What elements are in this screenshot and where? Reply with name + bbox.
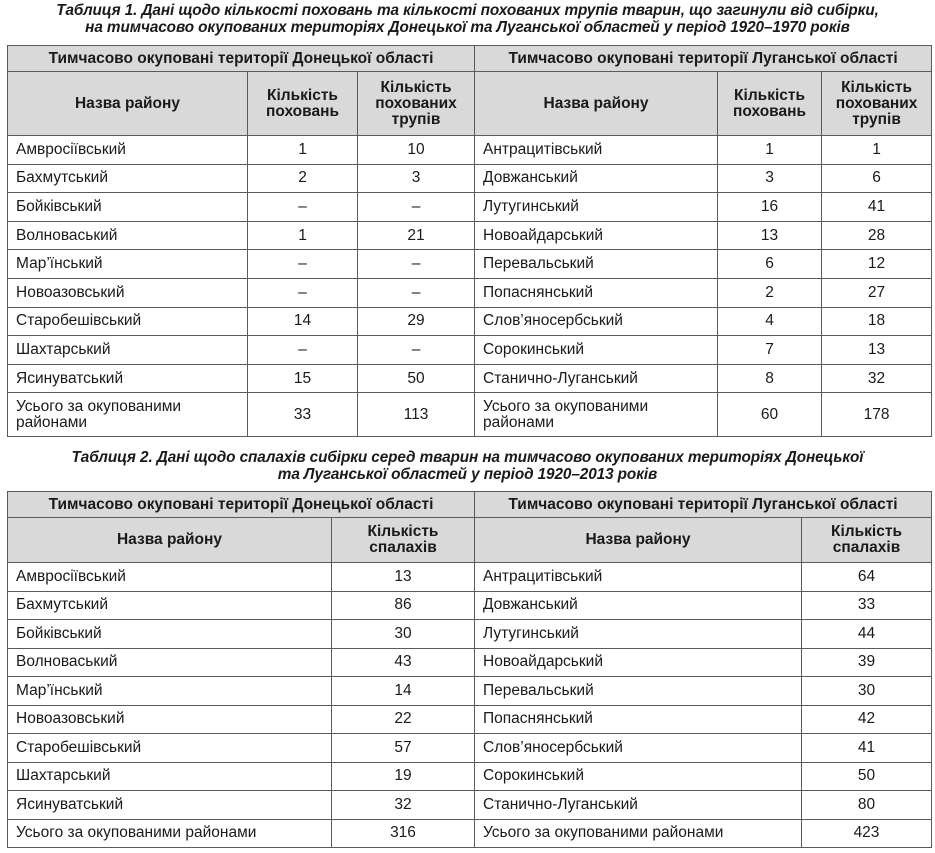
carcasses-cell: – [358,250,475,279]
header-line: трупів [852,110,901,128]
total-carcasses-cell: 178 [822,393,932,437]
outbreaks-cell: 43 [332,648,475,677]
outbreaks-cell: 57 [332,734,475,763]
table2-caption [0,449,935,483]
carcasses-cell: 32 [822,364,932,393]
district-name-cell: Сорокинський [475,336,718,365]
outbreaks-cell: 30 [332,620,475,649]
table1-region-luhansk: Тимчасово окуповані території Луганської області [475,46,932,72]
district-name-cell: Шахтарський [8,336,248,365]
district-name-cell: Станично-Луганський [475,364,718,393]
outbreaks-cell: 19 [332,762,475,791]
table2-col-outbreaks [332,518,475,563]
outbreaks-cell: 30 [802,677,932,706]
burials-cell: 13 [718,221,822,250]
table-row [8,734,932,763]
burials-cell: 8 [718,364,822,393]
carcasses-cell: 1 [822,136,932,165]
table-row [8,278,932,307]
district-name-cell: Старобешівський [8,734,332,763]
district-name-cell: Новоайдарський [475,221,718,250]
carcasses-cell: 41 [822,193,932,222]
table2-body [8,563,932,848]
burials-cell: 2 [718,278,822,307]
table1-col-district-name: Назва району [8,72,248,136]
total-burials-cell: 60 [718,393,822,437]
table-row [8,336,932,365]
header-line: поховань [733,102,807,120]
district-name-cell: Шахтарський [8,762,332,791]
header-line: поховань [266,102,339,120]
total-label-cell [8,393,248,437]
carcasses-cell: 27 [822,278,932,307]
burials-cell: 1 [718,136,822,165]
outbreaks-cell: 22 [332,705,475,734]
district-name-cell: Перевальський [475,250,718,279]
district-name-cell: Новоазовський [8,278,248,307]
header-line: трупів [391,110,441,128]
cell-line: Усього за окупованими [483,397,649,415]
burials-cell: 3 [718,164,822,193]
table2-col-district-name: Назва району [475,518,802,563]
table2-col-district-name: Назва району [8,518,332,563]
district-name-cell: Лутугинський [475,620,802,649]
table-row [8,791,932,820]
outbreaks-cell: 33 [802,591,932,620]
district-name-cell: Ясинуватський [8,364,248,393]
district-name-cell: Попаснянський [475,705,802,734]
table1-col-burials [718,72,822,136]
carcasses-cell: 50 [358,364,475,393]
outbreaks-cell: 44 [802,620,932,649]
table2-region-donetsk: Тимчасово окуповані території Донецької області [8,492,475,518]
carcasses-cell: 6 [822,164,932,193]
carcasses-cell: 13 [822,336,932,365]
district-name-cell: Бахмутський [8,164,248,193]
district-name-cell: Ясинуватський [8,791,332,820]
district-name-cell: Мар’їнський [8,250,248,279]
carcasses-cell: 3 [358,164,475,193]
total-label-cell [475,393,718,437]
district-name-cell: Лутугинський [475,193,718,222]
cell-line: районами [483,413,555,431]
district-name-cell: Новоазовський [8,705,332,734]
outbreaks-cell: 64 [802,563,932,592]
table1 [7,45,932,437]
carcasses-cell: 21 [358,221,475,250]
table1-region-donetsk: Тимчасово окуповані території Донецької області [8,46,475,72]
district-name-cell: Слов’яносербський [475,307,718,336]
district-name-cell: Бойківський [8,193,248,222]
outbreaks-cell: 39 [802,648,932,677]
table-row [8,705,932,734]
total-row [8,393,932,437]
table1-col-carcasses [822,72,932,136]
district-name-cell: Антрацитівський [475,136,718,165]
table-row [8,221,932,250]
table-row [8,307,932,336]
table-row [8,250,932,279]
header-line: Кількість [380,78,452,96]
district-name-cell: Попаснянський [475,278,718,307]
district-name-cell: Новоайдарський [475,648,802,677]
total-label-cell: Усього за окупованими районами [475,819,802,848]
cell-line: районами [16,413,88,431]
table-row [8,364,932,393]
header-line: Кількість [367,523,439,540]
table-row [8,648,932,677]
burials-cell: 7 [718,336,822,365]
outbreaks-cell: 13 [332,563,475,592]
carcasses-cell: – [358,336,475,365]
carcasses-cell: 18 [822,307,932,336]
table1-caption-line: Таблиця 1. Дані щодо кількості поховань та кількості похованих трупів тварин, що загинули від сибірки, [56,2,879,19]
burials-cell: 1 [248,221,358,250]
header-line: спалахів [369,539,437,556]
outbreaks-cell: 50 [802,762,932,791]
burials-cell: 4 [718,307,822,336]
total-carcasses-cell: 113 [358,393,475,437]
burials-cell: – [248,278,358,307]
table2 [7,491,932,848]
district-name-cell: Довжанський [475,591,802,620]
district-name-cell: Довжанський [475,164,718,193]
outbreaks-cell: 86 [332,591,475,620]
table1-caption-line: на тимчасово окупованих територіях Донецької та Луганської областей у період 1920–1970 років [85,19,850,36]
carcasses-cell: – [358,278,475,307]
district-name-cell: Сорокинський [475,762,802,791]
table-row [8,677,932,706]
carcasses-cell: – [358,193,475,222]
table2-region-luhansk: Тимчасово окуповані території Луганської області [475,492,932,518]
district-name-cell: Бойківський [8,620,332,649]
outbreaks-cell: 32 [332,791,475,820]
table-row [8,164,932,193]
cell-line: Усього за окупованими [16,397,182,415]
district-name-cell: Амвросіївський [8,563,332,592]
header-line: Кількість [267,86,338,104]
district-name-cell: Амвросіївський [8,136,248,165]
burials-cell: 15 [248,364,358,393]
total-burials-cell: 33 [248,393,358,437]
burials-cell: – [248,193,358,222]
table-row [8,591,932,620]
table1-col-carcasses [358,72,475,136]
carcasses-cell: 28 [822,221,932,250]
burials-cell: 2 [248,164,358,193]
carcasses-cell: 29 [358,307,475,336]
burials-cell: 1 [248,136,358,165]
burials-cell: 14 [248,307,358,336]
table1-col-burials [248,72,358,136]
outbreaks-cell: 14 [332,677,475,706]
outbreaks-cell: 42 [802,705,932,734]
table-row [8,193,932,222]
table2-caption-line: та Луганської областей у період 1920–2013 років [277,466,658,483]
carcasses-cell: 12 [822,250,932,279]
total-row [8,819,932,848]
district-name-cell: Мар’їнський [8,677,332,706]
header-line: похованих [375,94,457,112]
district-name-cell: Антрацитівський [475,563,802,592]
table1-col-district-name: Назва району [475,72,718,136]
table-row [8,762,932,791]
header-line: похованих [835,94,918,112]
table2-caption-line: Таблиця 2. Дані щодо спалахів сибірки серед тварин на тимчасово окупованих територіях Донецької [71,449,864,466]
burials-cell: – [248,250,358,279]
table-row [8,620,932,649]
district-name-cell: Станично-Луганський [475,791,802,820]
outbreaks-cell: 80 [802,791,932,820]
district-name-cell: Старобешівський [8,307,248,336]
district-name-cell: Слов’яносербський [475,734,802,763]
total-outbreaks-cell: 423 [802,819,932,848]
carcasses-cell: 10 [358,136,475,165]
header-line: Кількість [831,523,902,540]
table-row [8,136,932,165]
district-name-cell: Бахмутський [8,591,332,620]
district-name-cell: Перевальський [475,677,802,706]
burials-cell: 6 [718,250,822,279]
burials-cell: 16 [718,193,822,222]
outbreaks-cell: 41 [802,734,932,763]
total-label-cell: Усього за окупованими районами [8,819,332,848]
table1-caption [0,2,935,36]
header-line: Кількість [734,86,805,104]
table1-body [8,136,932,437]
total-outbreaks-cell: 316 [332,819,475,848]
header-line: Кількість [841,78,913,96]
table2-col-outbreaks [802,518,932,563]
header-line: спалахів [832,539,901,556]
district-name-cell: Волноваський [8,221,248,250]
district-name-cell: Волноваський [8,648,332,677]
table-row [8,563,932,592]
burials-cell: – [248,336,358,365]
